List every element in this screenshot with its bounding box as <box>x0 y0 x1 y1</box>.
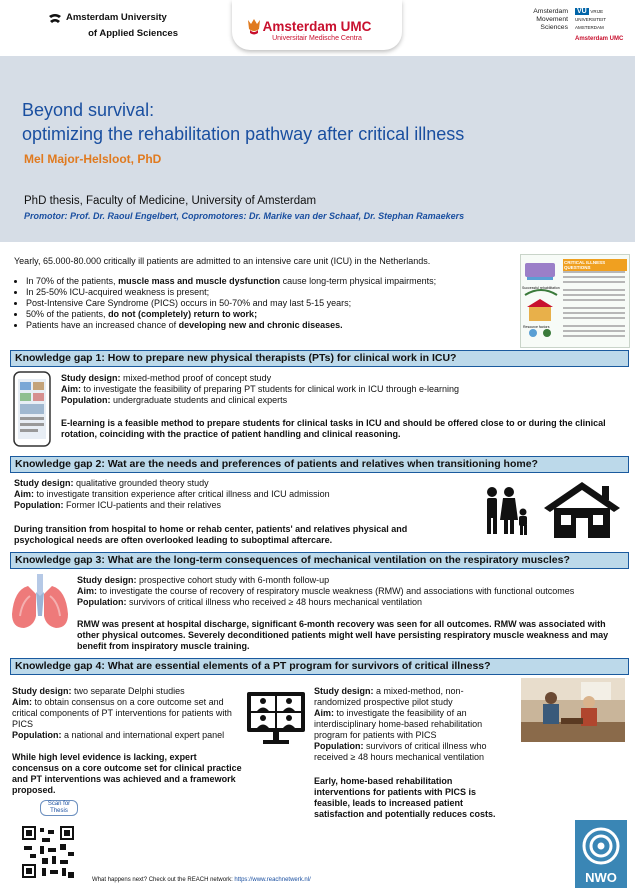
gap3-design: Study design: prospective cohort study with 6-month follow-up <box>77 575 330 585</box>
hva-line1: Amsterdam University <box>66 12 167 23</box>
gap1-aim: Aim: to investigate the feasibility of preparing PT students for clinical work in ICU through e-learning <box>61 384 460 394</box>
tulip-icon <box>246 18 262 36</box>
intro-text: Yearly, 65.000-80.000 critically ill patients are admitted to an intensive care unit (ICU) in the Netherlands. <box>14 256 431 266</box>
thesis-line: PhD thesis, Faculty of Medicine, University of Amsterdam <box>24 195 317 207</box>
gap4-left-population: Population: a national and international expert panel <box>12 730 225 740</box>
list-item: • In 25-50% ICU-acquired weakness is present; <box>26 287 526 298</box>
gap2-aim: Aim: to investigate transition experience after critical illness and ICU admission <box>14 489 330 499</box>
reach-network-link[interactable]: https://www.reachnetwerk.nl/ <box>234 877 311 883</box>
gap1-population: Population: undergraduate students and clinical experts <box>61 395 288 405</box>
gap4-right-aim: Aim: to investigate the feasibility of an interdisciplinary home-based rehabilitation program for patients with PICS <box>314 708 483 740</box>
intro-bullets <box>12 276 526 331</box>
pics-infographic <box>520 254 630 348</box>
amc-text: Amsterdam UMC <box>575 36 624 42</box>
vu-text: VRIJE UNIVERSITEIT AMSTERDAM <box>575 9 606 30</box>
infobox-label2: Resource factors <box>523 325 550 329</box>
gap2-conclusion: During transition from hospital to home or rehab center, patients' and relatives physical and psychological needs are often overlooked leading to suboptimal aftercare. <box>14 524 408 545</box>
hva-line2: of Applied Sciences <box>88 28 178 39</box>
gap4-left-design: Study design: two separate Delphi studies <box>12 686 185 696</box>
knowledge-gap-4-header: Knowledge gap 4: What are essential elements of a PT program for survivors of critical illness? <box>10 658 629 675</box>
phone-elearning-icon <box>12 370 52 448</box>
gap2-design: Study design: qualitative grounded theory study <box>14 478 209 488</box>
author-name: Mel Major-Helsloot, PhD <box>24 152 162 166</box>
family-home-icon <box>482 478 622 540</box>
vu-logo <box>575 8 633 43</box>
list-item: • Patients have an increased chance of developing new and chronic diseases. <box>26 320 526 331</box>
rehab-pathway-illustration <box>521 255 561 347</box>
list-item: • 50% of the patients, do not (completely) return to work; <box>26 309 526 320</box>
umc-title: Amsterdam UMC <box>262 19 372 34</box>
qr-code-icon[interactable] <box>20 824 76 880</box>
amsterdam-umc-logo <box>232 0 402 50</box>
nwo-text: NWO <box>585 870 617 885</box>
infobox-label1: Successful rehabilitation <box>522 286 560 290</box>
gap4-right-population: Population: survivors of critical illness who received ≥ 48 hours mechanical ventilation <box>314 741 487 762</box>
hva-logo <box>48 12 178 39</box>
knowledge-gap-2-header: Knowledge gap 2: Wat are the needs and preferences of patients and relatives when transitioning home? <box>10 456 629 473</box>
infobox-header: CRITICAL ILLNESS QUESTIONS <box>563 259 627 271</box>
vu-mark: VU <box>577 8 587 15</box>
footer-note: What happens next? Check out the REACH network: https://www.reachnetwerk.nl/ <box>92 877 311 883</box>
lungs-icon <box>8 572 72 632</box>
knowledge-gap-3-header: Knowledge gap 3: What are the long-term consequences of mechanical ventilation on the respiratory muscles? <box>10 552 629 569</box>
gap4-right-design: Study design: a mixed-method, non-randomized prospective pilot study <box>314 686 464 707</box>
promotor-line: Promotor: Prof. Dr. Raoul Engelbert, Copromotores: Dr. Marike van der Schaaf, Dr. Stephan Ramaekers <box>24 211 465 221</box>
ams-movement-logo <box>524 8 568 32</box>
gap4-left-conclusion: While high level evidence is lacking, expert concensus on a core outcome set for clinical practice and PT interventions was achieved and a framework proposed. <box>12 752 242 795</box>
gap1-design: Study design: mixed-method proof of concept study <box>61 373 272 383</box>
gap2-population: Population: Former ICU-patients and their relatives <box>14 500 222 510</box>
scan-for-thesis-label: Scan for Thesis <box>40 800 78 816</box>
list-item: • In 70% of the patients, muscle mass and muscle dysfunction cause long-term physical impairments; <box>26 276 526 287</box>
ams-movement-line3: Sciences <box>540 24 568 31</box>
gap3-population: Population: survivors of critical illness who received ≥ 48 hours mechanical ventilation <box>77 597 423 607</box>
ams-movement-line1: Amsterdam <box>533 8 568 15</box>
gap4-right-conclusion: Early, home-based rehabilitation interventions for patients with PICS is feasible, leads to increased patient satisfaction and potentially reduces costs. <box>314 776 496 819</box>
list-item: • Post-Intensive Care Syndrome (PICS) occurs in 50-70% and may last 5-15 years; <box>26 298 526 309</box>
gap1-conclusion: E-learning is a feasible method to prepare students for clinical tasks in ICU and should be offered close to or during the clinical rotation, coinciding with the practice of patient handling and clinical reasoning. <box>61 418 606 439</box>
nwo-logo <box>575 820 627 888</box>
knowledge-gap-1-header: Knowledge gap 1: How to prepare new physical therapists (PTs) for clinical work in ICU? <box>10 350 629 367</box>
hva-mark-icon <box>48 12 62 28</box>
poster-title-line2: optimizing the rehabilitation pathway after critical illness <box>22 124 465 144</box>
gap4-left-aim: Aim: to obtain consensus on a core outcome set and critical components of PT interventions for patients with PICS <box>12 697 232 729</box>
video-meeting-icon <box>245 690 307 746</box>
ams-movement-line2: Movement <box>536 16 568 23</box>
home-rehab-photo <box>521 678 625 742</box>
gap3-conclusion: RMW was present at hospital discharge, significant 6-month recovery was seen for all outcomes. RMW was associated with other physical outcomes. Severely deconditioned patients might well have persisting respiratory muscle weakness and may benefit from inspiratory muscle training. <box>77 619 609 651</box>
poster-title-line1: Beyond survival: <box>22 100 155 120</box>
umc-subtitle: Universitair Medische Centra <box>272 35 362 42</box>
gap3-aim: Aim: to investigate the course of recovery of respiratory muscle weakness (RMW) and associations with functional outcomes <box>77 586 575 596</box>
